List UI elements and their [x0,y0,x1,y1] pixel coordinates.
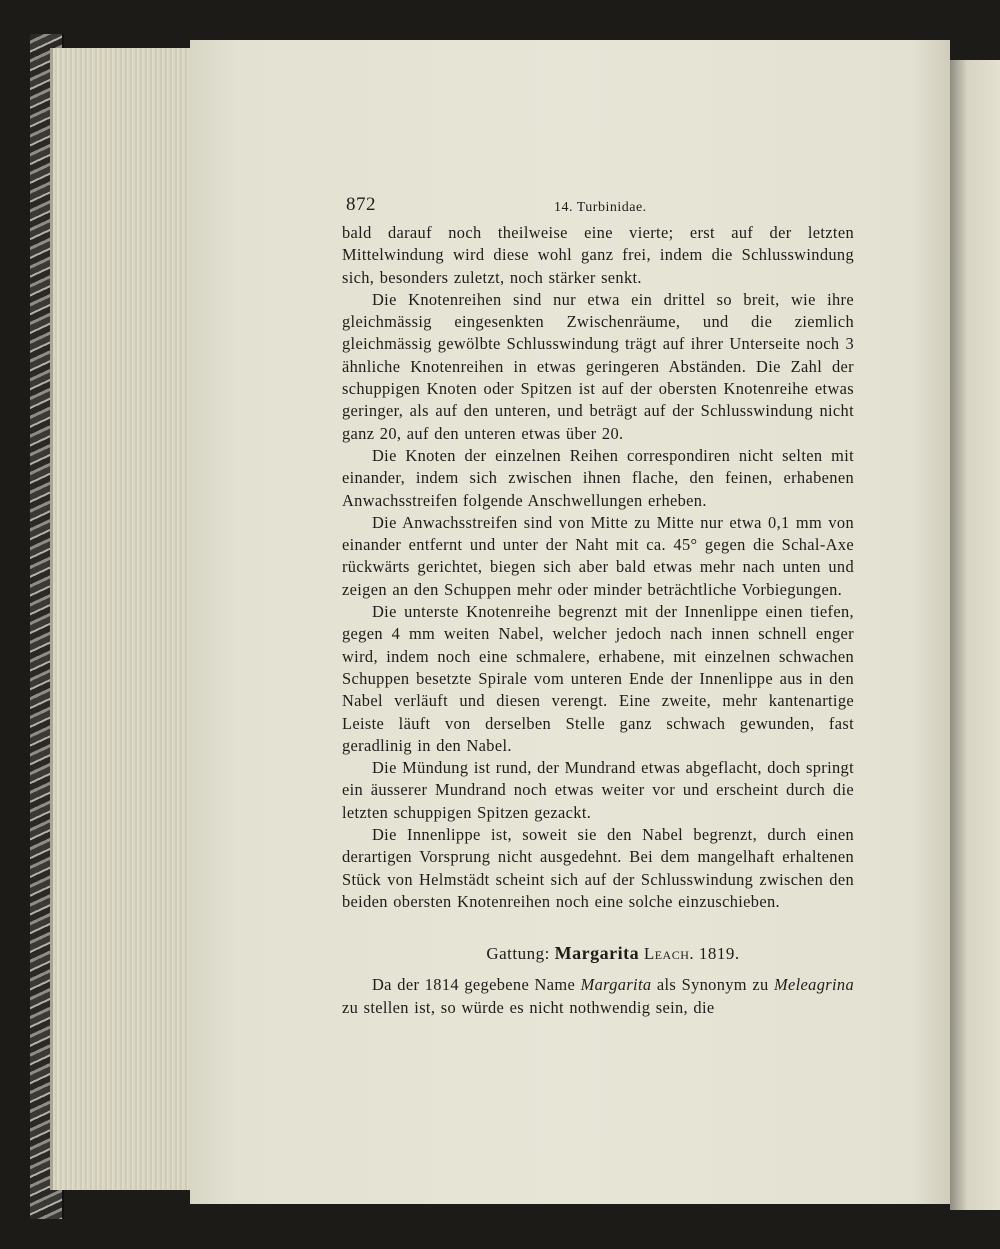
page-stack-edge [50,48,209,1190]
paragraph-3: Die Knoten der einzelnen Reihen correspondiren nicht selten mit einander, indem sich zwischen ihnen flache, den feinen, erhabenen Anwachsstreifen folgende Anschwellungen erheben. [342,445,854,510]
running-title: 14. Turbinidae. [554,200,647,215]
page-text-block [342,188,854,1019]
paragraph-7: Die Innenlippe ist, soweit sie den Nabel begrenzt, durch einen derartigen Vorsprung nicht ausgedehnt. Bei dem mangelhaft erhaltenen Stück von Helmstädt scheint sich auf der Schlusswindung zwischen den beiden obersten Knotenreihen noch eine solche einzuschieben. [342,825,854,911]
page-header [342,188,854,222]
p8-text-3: zu stellen ist, so würde es nicht nothwendig sein, die [342,997,715,1017]
heading-prefix: Gattung: [486,944,550,964]
paragraph-1: bald darauf noch theilweise eine vierte; erst auf der letzten Mittelwindung wird diese wohl ganz frei, indem die Schlusswindung sich, besonders zuletzt, noch stärker senkt. [342,223,854,287]
p8-text-1: Da der 1814 gegebene Name [372,975,581,995]
p8-italic-1: Margarita [580,975,652,995]
genus-name: Margarita [554,943,640,964]
facing-page-edge [950,60,1000,1210]
paragraph-4: Die Anwachsstreifen sind von Mitte zu Mitte nur etwa 0,1 mm von einander entfernt und unter der Naht mit ca. 45° gegen die Schal-Axe rückwärts gerichtet, biegen sich aber bald etwas mehr nach unten und zeigen an den Schuppen mehr oder minder beträchtliche Vorbiegungen. [342,512,854,599]
genus-author: Leach. [643,944,695,964]
paragraph-8 [342,974,854,1019]
p8-italic-2: Meleagrina [774,975,854,995]
page-number: 872 [346,194,376,215]
paragraph-2: Die Knotenreihen sind nur etwa ein drittel so breit, wie ihre gleichmässig eingesenkten Zwischenräume, und die ziemlich gleichmässig gewölbte Schlusswindung trägt auf ihrer Unterseite noch 3 ähnliche Knotenreihen in etwas geringeren Abständen. Die Zahl der schuppigen Knoten oder Spitzen ist auf der obersten Knotenreihe etwas geringer, als auf den unteren, und beträgt auf der Schlusswindung nicht ganz 20, auf den unteren etwas über 20. [342,289,854,443]
genus-year: 1819. [698,944,740,964]
paragraph-6: Die Mündung ist rund, der Mundrand etwas abgeflacht, doch springt ein äusserer Mundrand noch etwas weiter vor und erscheint durch die letzten schuppigen Spitzen gezackt. [342,758,854,822]
p8-text-2: als Synonym zu [651,975,775,995]
section-heading [372,943,854,964]
paragraph-5: Die unterste Knotenreihe begrenzt mit der Innenlippe einen tiefen, gegen 4 mm weiten Nabel, welcher jedoch nach innen schnell enger wird, indem noch eine schmalere, erhabene, mit einzelnen schwachen Schuppen besetzte Spirale vom unteren Ende der Innenlippe aus in den Nabel verläuft und diesen verengt. Eine zweite, mehr kantenartige Leiste läuft von derselben Stelle ganz schwach gewunden, fast geradlinig in den Nabel. [342,602,854,755]
